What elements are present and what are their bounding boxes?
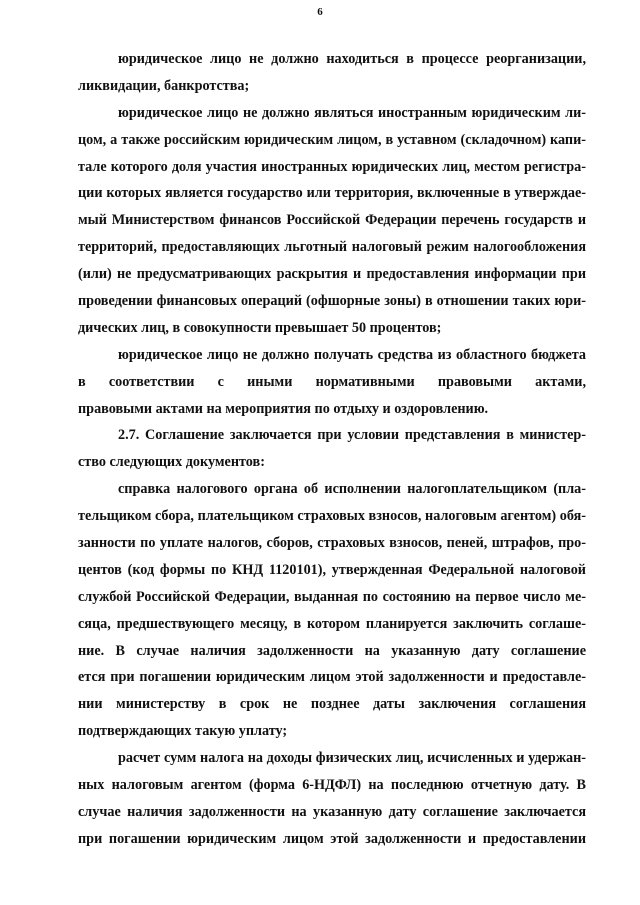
text-line: расчет сумм налога на доходы физических лиц, исчисленных и удержан- <box>118 750 586 767</box>
text-line: ство следующих документов: <box>78 454 265 471</box>
text-line: нии министерству в срок не позднее даты заключения соглашения <box>78 696 586 713</box>
text-line: цом, а также российским юридическим лицом, в уставном (складочном) капи- <box>78 131 586 148</box>
text-line: сяца, предшествующего месяцу, в котором планируется заключить соглаше- <box>78 615 586 632</box>
page-number: 6 <box>317 6 323 18</box>
text-line: ние. В случае наличия задолженности на указанную дату соглашение <box>78 642 586 659</box>
text-line: центов (код формы по КНД 1120101), утвержденная Федеральной налоговой <box>78 561 586 578</box>
paragraph-tax-certificate <box>78 476 586 745</box>
text-line: при погашении юридическим лицом этой задолженности и предоставлении <box>78 830 586 847</box>
text-line: юридическое лицо не должно являться иностранным юридическим ли- <box>118 104 586 121</box>
text-line: ликвидации, банкротства; <box>78 77 250 94</box>
text-line: тельщиком сбора, плательщиком страховых взносов, налоговым агентом) обя- <box>78 508 586 525</box>
text-line: территорий, предоставляющих льготный налоговый режим налогообложения <box>78 239 586 256</box>
paragraph-regional-budget <box>78 342 586 423</box>
text-line: проведении финансовых операций (офшорные зоны) в отношении таких юри- <box>78 293 586 310</box>
text-line: мый Министерством финансов Российской Федерации перечень государств и <box>78 212 586 229</box>
text-line: занности по уплате налогов, сборов, страховых взносов, пеней, штрафов, про- <box>78 535 586 552</box>
text-line: ется при погашении юридическим лицом этой задолженности и предоставле- <box>78 669 586 686</box>
text-line: дических лиц, в совокупности превышает 50 процентов; <box>78 319 442 336</box>
paragraph-6-ndfl <box>78 745 586 853</box>
text-line: тале которого доля участия иностранных юридических лиц, местом регистра- <box>78 158 586 175</box>
text-line: юридическое лицо не должно получать средства из областного бюджета <box>118 346 586 363</box>
text-line: ции которых является государство или территория, включенные в утверждае- <box>78 185 586 202</box>
paragraph-reorganization <box>78 46 586 100</box>
text-line: случае наличия задолженности на указанную дату соглашение заключается <box>78 803 586 820</box>
text-line: справка налогового органа об исполнении налогоплательщиком (пла- <box>118 481 586 498</box>
text-line: в соответствии с иными нормативными правовыми актами, <box>78 373 586 390</box>
paragraph-section-2-7 <box>78 422 586 476</box>
text-line: службой Российской Федерации, выданная по состоянию на первое число ме- <box>78 588 586 605</box>
text-line: юридическое лицо не должно находиться в процессе реорганизации, <box>118 51 586 67</box>
text-line: правовыми актами на мероприятия по отдыху и оздоровлению. <box>78 400 489 417</box>
document-body <box>78 46 586 853</box>
text-line: 2.7. Соглашение заключается при условии представления в министер- <box>118 427 586 444</box>
text-line: (или) не предусматривающих раскрытия и предоставления информации при <box>78 266 586 283</box>
text-line: подтверждающих такую уплату; <box>78 723 288 740</box>
text-line: ных налоговым агентом (форма 6-НДФЛ) на последнюю отчетную дату. В <box>78 777 586 794</box>
paragraph-foreign-entity <box>78 100 586 342</box>
